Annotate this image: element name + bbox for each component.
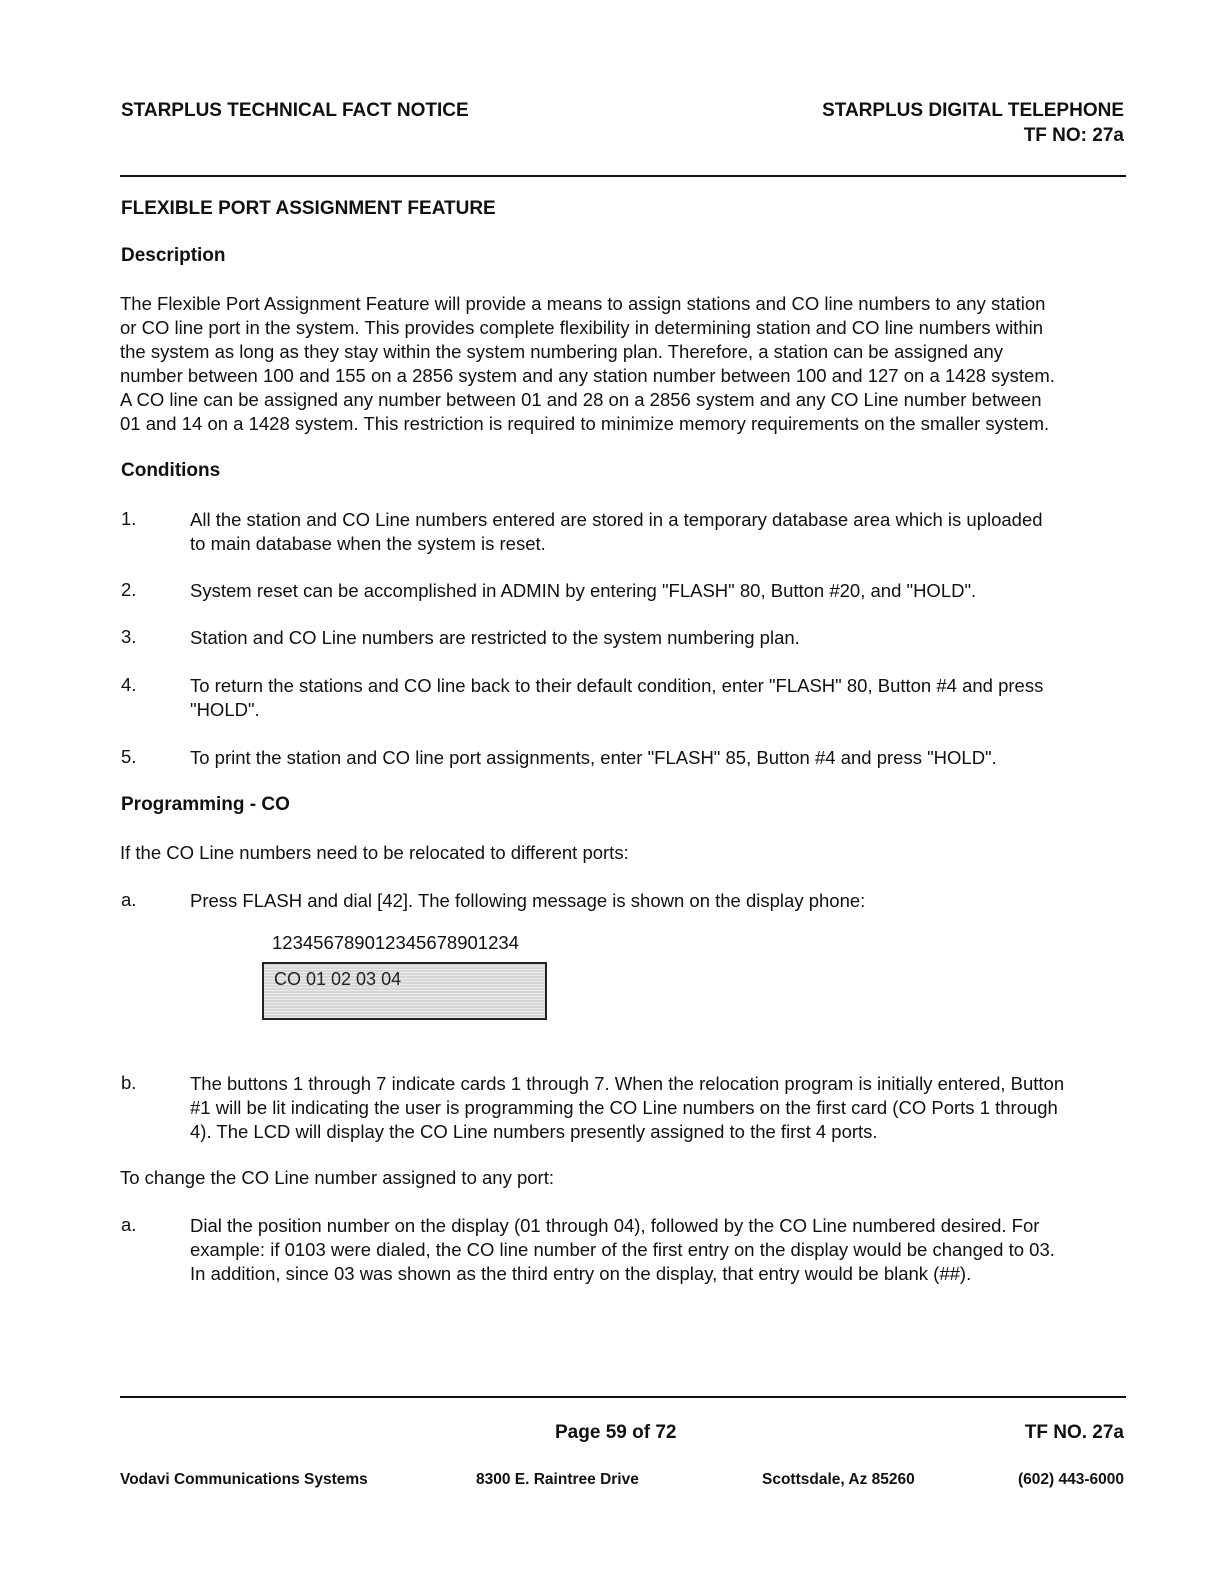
step-line: The buttons 1 through 7 indicate cards 1 through 7. When the relocation program is initially entered, Button (190, 1073, 1065, 1094)
change-intro: To change the CO Line number assigned to any port: (120, 1167, 554, 1188)
condition-number: 3. (121, 626, 137, 647)
step-label: a. (121, 1214, 137, 1235)
condition-line: To print the station and CO line port assignments, enter "FLASH" 85, Button #4 and press "HOLD". (190, 747, 997, 768)
condition-number: 4. (121, 674, 137, 695)
condition-line: "HOLD". (190, 699, 260, 720)
conditions-heading: Conditions (121, 460, 221, 481)
step-line: Dial the position number on the display (01 through 04), followed by the CO Line numbered desired. For (190, 1215, 1040, 1236)
footer-city: Scottsdale, Az 85260 (762, 1471, 915, 1488)
step-line: example: if 0103 were dialed, the CO line number of the first entry on the display would be changed to 03. (190, 1239, 1055, 1260)
page-title: FLEXIBLE PORT ASSIGNMENT FEATURE (121, 198, 496, 219)
condition-number: 2. (121, 579, 137, 600)
description-line: or CO line port in the system. This provides complete flexibility in determining station and CO line numbers within (120, 317, 1044, 338)
description-line: number between 100 and 155 on a 2856 system and any station number between 100 and 127 on a 1428 system. (120, 365, 1055, 386)
description-line: A CO line can be assigned any number between 01 and 28 on a 2856 system and any CO Line number between (120, 389, 1042, 410)
condition-text (190, 746, 1124, 770)
description-heading: Description (121, 245, 226, 266)
condition-number: 5. (121, 746, 137, 767)
footer-tf-number: TF NO. 27a (1024, 1422, 1124, 1443)
footer-company: Vodavi Communications Systems (120, 1471, 368, 1488)
condition-text (190, 674, 1124, 722)
header-left: STARPLUS TECHNICAL FACT NOTICE (121, 100, 469, 121)
step-label: a. (121, 889, 137, 910)
condition-text (190, 508, 1124, 556)
step-line: #1 will be lit indicating the user is programming the CO Line numbers on the first card (CO Ports 1 through (190, 1097, 1058, 1118)
condition-number: 1. (121, 508, 137, 529)
display-ruler: 123456789012345678901234 (272, 932, 519, 953)
condition-text (190, 626, 1124, 650)
condition-line: To return the stations and CO line back to their default condition, enter "FLASH" 80, Button #4 and press (190, 675, 1044, 696)
condition-line: System reset can be accomplished in ADMIN by entering "FLASH" 80, Button #20, and "HOLD". (190, 580, 977, 601)
condition-line: All the station and CO Line numbers entered are stored in a temporary database area which is uploaded (190, 509, 1043, 530)
description-paragraph (120, 292, 1124, 436)
step-label: b. (121, 1072, 137, 1093)
lcd-display (262, 962, 547, 1020)
lcd-display-text: CO 01 02 03 04 (274, 969, 402, 989)
step-line: 4). The LCD will display the CO Line numbers presently assigned to the first 4 ports. (190, 1121, 878, 1142)
page-number: Page 59 of 72 (555, 1422, 677, 1443)
header-rule (120, 175, 1126, 177)
footer-rule (120, 1396, 1126, 1398)
header-right-title: STARPLUS DIGITAL TELEPHONE (822, 100, 1124, 121)
description-line: 01 and 14 on a 1428 system. This restriction is required to minimize memory requirements on the smaller system. (120, 413, 1050, 434)
condition-line: Station and CO Line numbers are restricted to the system numbering plan. (190, 627, 800, 648)
programming-heading: Programming - CO (121, 794, 290, 815)
description-line: The Flexible Port Assignment Feature will provide a means to assign stations and CO line numbers to any station (120, 293, 1046, 314)
programming-intro: If the CO Line numbers need to be relocated to different ports: (120, 842, 629, 863)
step-text: Press FLASH and dial [42]. The following message is shown on the display phone: (190, 890, 866, 911)
step-text (190, 1072, 1124, 1144)
header-tf-number: TF NO: 27a (1023, 125, 1124, 146)
condition-line: to main database when the system is reset. (190, 533, 546, 554)
footer-phone: (602) 443-6000 (1018, 1471, 1124, 1488)
step-line: In addition, since 03 was shown as the third entry on the display, that entry would be blank (##). (190, 1263, 972, 1284)
condition-text (190, 579, 1124, 603)
footer-address: 8300 E. Raintree Drive (476, 1471, 639, 1488)
description-line: the system as long as they stay within the system numbering plan. Therefore, a station can be assigned any (120, 341, 1004, 362)
step-text (190, 1214, 1124, 1286)
